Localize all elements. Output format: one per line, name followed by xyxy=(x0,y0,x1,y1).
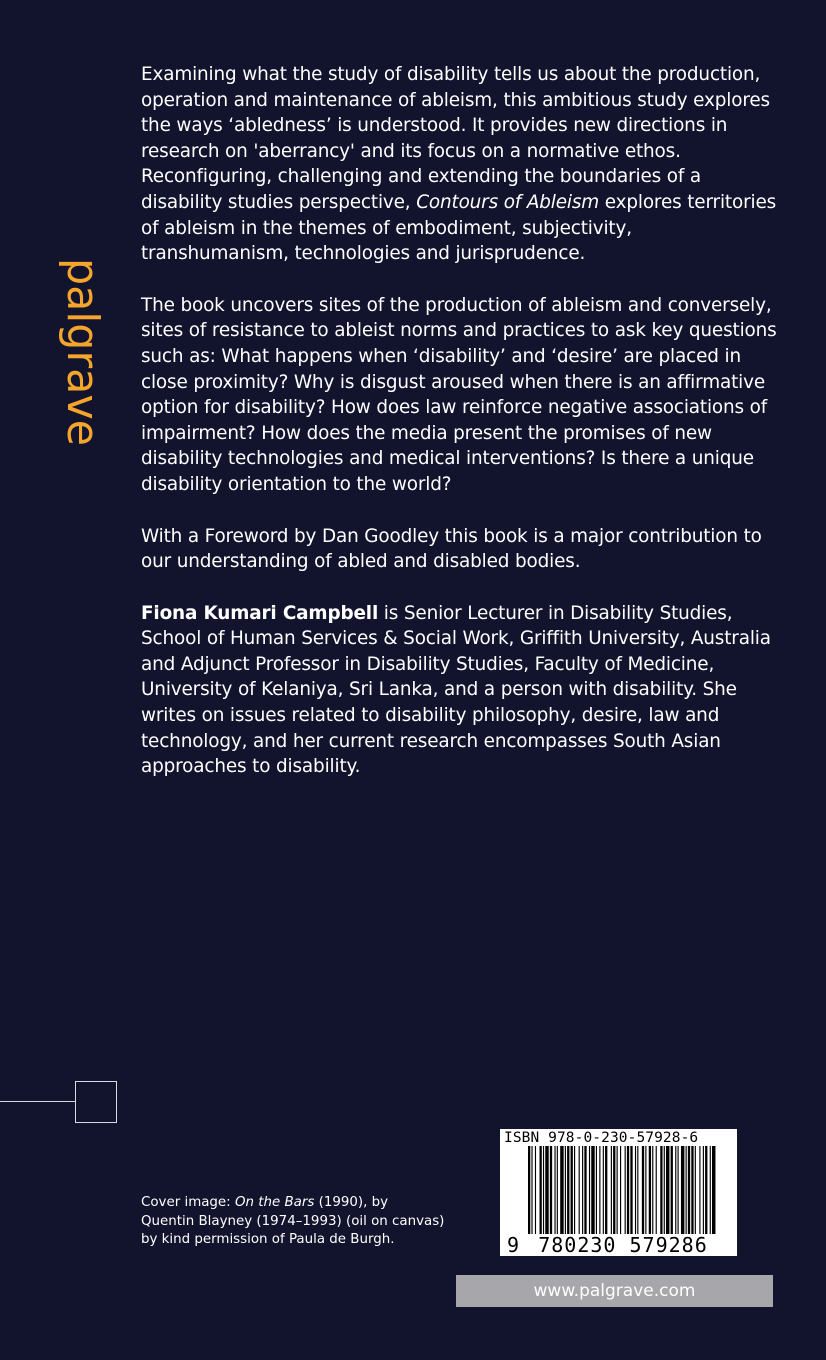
website-url[interactable]: www.palgrave.com xyxy=(456,1275,773,1307)
barcode-bar xyxy=(531,1146,532,1234)
barcode-bar xyxy=(543,1146,544,1234)
author-bio: Fiona Kumari Campbell is Senior Lecturer in Disability Studies, School of Human Services & Social Work, Griffith University, Australia and Adjunct Professor in Disability Studies, Faculty of Medicine, University of Kelaniya, Sri Lanka, and a person with disability. She writes on issues related to disability philosophy, desire, law and technology, and her current research encompasses South Asian approaches to disability. xyxy=(141,602,771,778)
barcode-bar xyxy=(642,1146,644,1234)
barcode-bar xyxy=(620,1146,621,1234)
barcode-bar xyxy=(712,1146,715,1234)
barcode-bar xyxy=(545,1146,548,1234)
barcode-bar xyxy=(571,1146,573,1234)
barcode-bar xyxy=(599,1146,600,1234)
palgrave-macmillan-logo xyxy=(30,58,114,452)
barcode-bar xyxy=(550,1146,552,1234)
cover-image-credit: Cover image: On the Bars (1990), by Quentin Blayney (1974–1993) (oil on canvas) by kind permission of Paula de Burgh. xyxy=(141,1195,445,1248)
barcode-bar xyxy=(554,1146,555,1234)
barcode-bar xyxy=(699,1146,700,1234)
barcode-bar xyxy=(688,1146,690,1234)
barcode-bar xyxy=(589,1146,590,1234)
barcode-bar xyxy=(625,1146,626,1234)
decorative-square xyxy=(75,1081,117,1123)
ean-digits: 780230 579286 xyxy=(538,1233,708,1257)
barcode-bar xyxy=(582,1146,583,1234)
barcode-bar xyxy=(528,1146,530,1234)
barcode-bar xyxy=(605,1146,607,1234)
barcode-bar xyxy=(630,1146,632,1234)
barcode-bar xyxy=(617,1146,618,1234)
barcode-bar xyxy=(645,1146,646,1234)
isbn-barcode xyxy=(500,1129,737,1256)
barcode-bar xyxy=(671,1146,673,1234)
barcode-bar xyxy=(660,1146,662,1234)
barcode-bar xyxy=(664,1146,665,1234)
barcode-bar xyxy=(681,1146,684,1234)
blurb-paragraph-2: The book uncovers sites of the production of ableism and conversely, sites of resistance to ableist norms and practices to ask key questions such as: What happens when ‘disability’ and ‘desire’ are placed in close proximity? Why is disgust aroused when there is an affirmative option for disability? How does law reinforce negative associations of impairment? How does the media present the promises of new disability technologies and medical interventions? Is there a unique disability orientation to the world? xyxy=(141,294,777,495)
barcode-bar xyxy=(565,1146,566,1234)
barcode-bar xyxy=(584,1146,586,1234)
decorative-line xyxy=(0,1101,76,1102)
barcode-bar xyxy=(603,1146,604,1234)
barcode-bar xyxy=(627,1146,629,1234)
barcode-bar xyxy=(591,1146,594,1234)
barcode-bar xyxy=(691,1146,693,1234)
blurb-paragraph-1: Examining what the study of disability tells us about the production, operation and maintenance of ableism, this ambitious study explores the ways ‘abledness’ is understood. It provides new directions in research on 'aberrancy' and its focus on a normative ethos. Reconfiguring, challenging and extending the boundaries of a disability studies perspective, Contours of Ableism explores territories of ableism in the themes of embodiment, subjectivity, transhumanism, technologies and jurisprudence. xyxy=(141,64,777,265)
barcode-bar xyxy=(613,1146,615,1234)
barcode-bar xyxy=(540,1146,542,1234)
isbn-label: ISBN 978-0-230-57928-6 xyxy=(504,1130,699,1146)
barcode-bar xyxy=(703,1146,704,1234)
barcode-bars xyxy=(528,1146,716,1246)
author-name: Fiona Kumari Campbell xyxy=(141,602,379,624)
ean-first-digit: 9 xyxy=(507,1233,520,1257)
barcode-bar xyxy=(710,1146,711,1234)
barcode-bar xyxy=(596,1146,597,1234)
barcode-bar xyxy=(666,1146,669,1234)
barcode-bar xyxy=(557,1146,558,1234)
blurb-paragraph-3: With a Foreword by Dan Goodley this book is a major contribution to our understanding of abled and disabled bodies. xyxy=(141,525,762,573)
barcode-bar xyxy=(675,1146,676,1234)
barcode-bar xyxy=(656,1146,657,1234)
back-cover-blurb xyxy=(141,62,781,806)
barcode-bar xyxy=(695,1146,696,1234)
barcode-bar xyxy=(705,1146,707,1234)
logo-palgrave: palgrave xyxy=(57,258,108,452)
barcode-bar xyxy=(686,1146,687,1234)
barcode-bar xyxy=(535,1146,536,1234)
barcode-bar xyxy=(560,1146,563,1234)
barcode-bar xyxy=(574,1146,575,1234)
barcode-bar xyxy=(652,1146,653,1234)
barcode-bar xyxy=(567,1146,569,1234)
barcode-bar xyxy=(635,1146,636,1234)
artwork-title: On the Bars xyxy=(234,1195,315,1210)
barcode-bar xyxy=(637,1146,638,1234)
book-title: Contours of Ableism xyxy=(416,191,600,213)
barcode-bar xyxy=(649,1146,651,1234)
barcode-bar xyxy=(678,1146,679,1234)
barcode-bar xyxy=(611,1146,612,1234)
barcode-bar xyxy=(579,1146,580,1234)
